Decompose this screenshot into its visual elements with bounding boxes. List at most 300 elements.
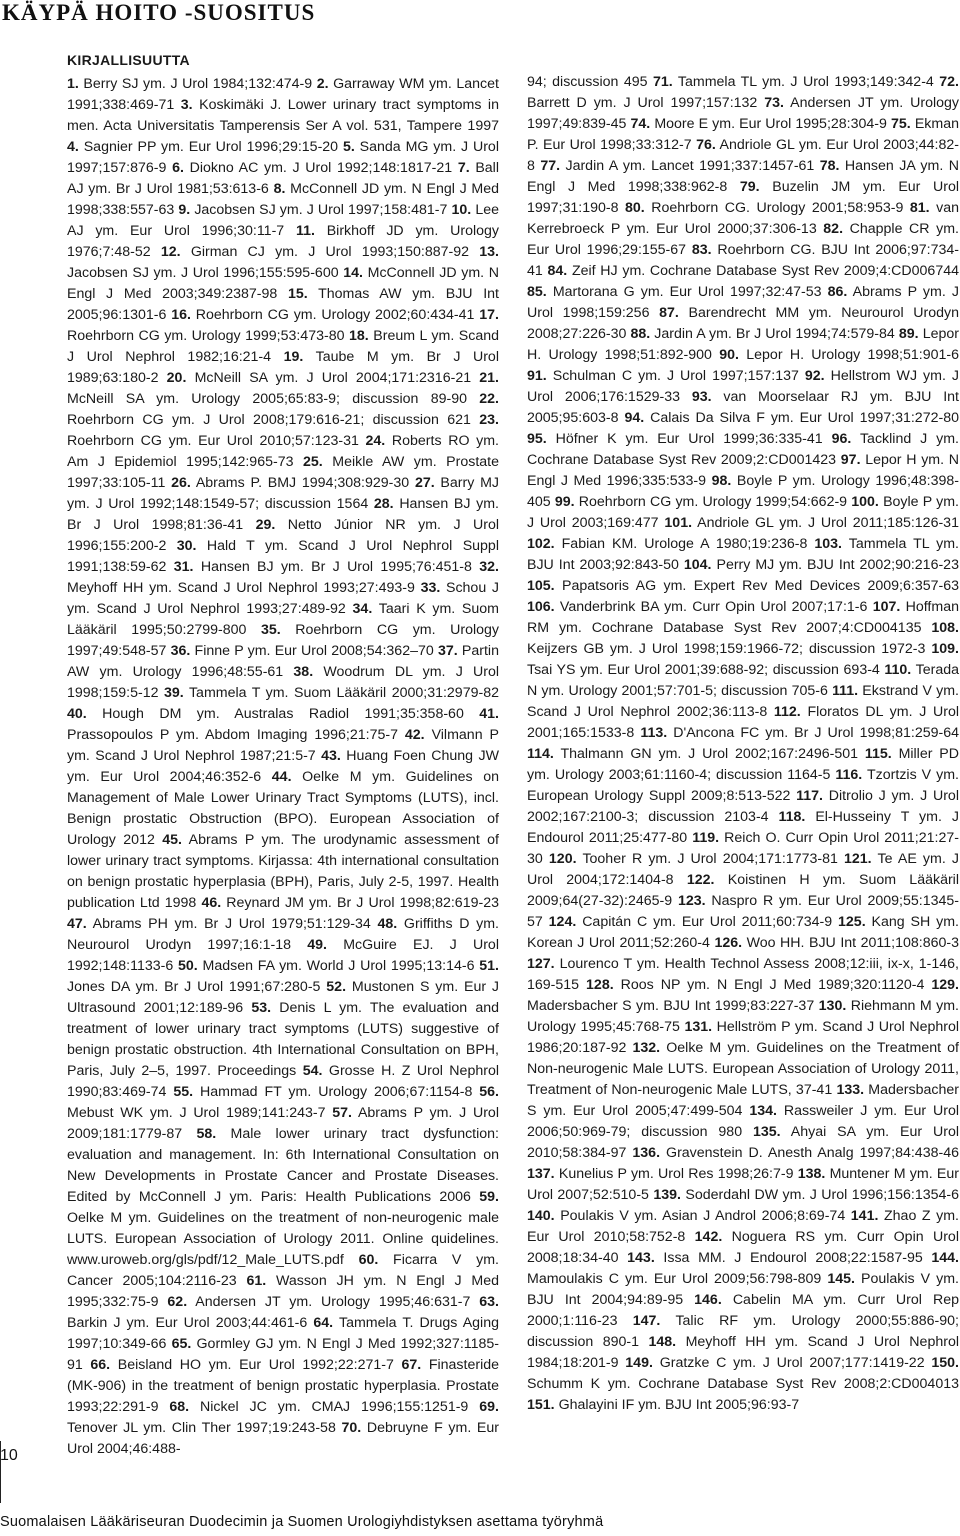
reference-number: 147. [632, 1313, 661, 1329]
reference-text: Terada N ym. Urology 2001;57:701-5; discussion 705-6 [527, 662, 959, 699]
reference-text: Ghalayini IF ym. BJU Int 2005;96:93-7 [558, 1397, 800, 1413]
reference-number: 88. [630, 326, 651, 342]
reference-text: Vilmann P ym. Scand J Urol Nephrol 1987;21:5-7 [67, 727, 499, 764]
reference-number: 149. [625, 1355, 653, 1371]
reference-number: 140. [527, 1208, 555, 1224]
reference-number: 109. [931, 641, 959, 657]
reference-number: 143. [627, 1250, 655, 1266]
reference-text: Sanda MG ym. J Urol 1997;157:876-9 [67, 139, 499, 176]
reference-text: Roehrborn CG ym. Eur Urol 2010;57:123-31 [67, 433, 359, 449]
reference-number: 43. [321, 748, 341, 764]
reference-text: Reich O. Curr Opin Urol 2011;21:27-30 [527, 830, 959, 867]
section-title: KIRJALLISUUTTA [67, 52, 190, 68]
reference-number: 86. [827, 284, 848, 300]
reference-text: Andriole GL ym. Eur Urol 2003;44:82-8 [527, 137, 959, 174]
reference-text: Roehrborn CG. Urology 2001;58:953-9 [651, 200, 904, 216]
reference-number: 98. [711, 473, 732, 489]
reference-number: 73. [764, 95, 784, 111]
reference-text: Hansen JA ym. N Engl J Med 1998;338:962-8 [527, 158, 959, 195]
reference-number: 17. [479, 307, 499, 323]
reference-text: Abrams P ym. J Urol 1998;159:256 [527, 284, 959, 321]
reference-number: 103. [814, 536, 843, 552]
reference-number: 26. [171, 475, 191, 491]
reference-number: 12. [160, 244, 181, 260]
reference-text: Kunelius P ym. Urol Res 1998;26:7-9 [558, 1166, 794, 1182]
reference-text: Male lower urinary tract dysfunction: evaluation and management. In: 6th International Consultation on New Developments in Prostate Cancer and Prostate Diseases. Edited by McConnell J ym. Paris: Health Publications 2006 [67, 1126, 499, 1205]
reference-text: Miller PD ym. Urology 2003;61:1160-4; discussion 1164-5 [527, 746, 959, 783]
reference-number: 20. [166, 370, 187, 386]
reference-number: 101. [664, 515, 693, 531]
reference-text: Capitán C ym. Eur Urol 2011;60:734-9 [582, 914, 833, 930]
references-text-right [527, 72, 959, 1416]
reference-text: van Moorselaar RJ ym. BJU Int 2005;95:603-8 [527, 389, 959, 426]
reference-text: Jardin A ym. Lancet 1991;337:1457-61 [565, 158, 815, 174]
reference-number: 97. [840, 452, 861, 468]
reference-number: 30. [176, 538, 197, 554]
reference-number: 100. [851, 494, 879, 510]
reference-number: 32. [479, 559, 499, 575]
reference-text: McConnell JD ym. N Engl J Med 1998;338:557-63 [67, 181, 500, 218]
reference-text: Madsen FA ym. World J Urol 1995;13:14-6 [202, 958, 475, 974]
reference-number: 65. [171, 1336, 192, 1352]
reference-number: 4. [67, 139, 79, 155]
reference-text: Moore E ym. Eur Urol 1995;28:304-9 [654, 116, 887, 132]
reference-number: 125. [838, 914, 866, 930]
reference-text: Perry MJ ym. BJU Int 2002;90:216-23 [716, 557, 959, 573]
reference-text: Hough DM ym. Australas Radiol 1991;35:358-60 [102, 706, 464, 722]
reference-text: Finne P ym. Eur Urol 2008;54:362–70 [194, 643, 434, 659]
reference-number: 84. [547, 263, 568, 279]
reference-text: Mamoulakis C ym. Eur Urol 2009;56:798-809 [527, 1271, 822, 1287]
reference-text: Barkin J ym. Eur Urol 2003;44:461-6 [67, 1315, 308, 1331]
reference-text: Hellstrom WJ ym. J Urol 2006;176:1529-33 [527, 368, 959, 405]
reference-text: Beisland HO ym. Eur Urol 1992;22:271-7 [117, 1357, 394, 1373]
reference-number: 71. [652, 74, 673, 90]
reference-text: Höfner K ym. Eur Urol 1999;36:335-41 [555, 431, 823, 447]
reference-text: Oelke M ym. Guidelines on Management of Male Lower Urinary Tract Symptoms (LUTS), incl. Benign prostatic Obstruction (BPO). European Association of Urology 2012 [67, 769, 499, 848]
reference-number: 72. [939, 74, 959, 90]
reference-number: 31. [173, 559, 194, 575]
reference-text: Gravenstein D. Anesth Analg 1997;84:438-46 [666, 1145, 959, 1161]
reference-number: 69. [479, 1399, 499, 1415]
reference-text: Schumm K ym. Cochrane Database Syst Rev 2008;2:CD004013 [527, 1376, 959, 1392]
reference-text: Tammela T. Drugs Aging 1997;10:349-66 [67, 1315, 499, 1352]
reference-number: 63. [479, 1294, 499, 1310]
reference-number: 59. [479, 1189, 499, 1205]
reference-number: 85. [527, 284, 547, 300]
reference-text: Garraway WM ym. Lancet 1991;338:469-71 [67, 76, 499, 113]
reference-number: 95. [527, 431, 547, 447]
reference-text: Hammad FT ym. Urology 2006;67:1154-8 [199, 1084, 473, 1100]
reference-number: 139. [653, 1187, 681, 1203]
reference-text: Issa MM. J Endourol 2008;22:1587-95 [663, 1250, 923, 1266]
reference-number: 146. [694, 1292, 722, 1308]
reference-number: 83. [691, 242, 712, 258]
reference-number: 122. [686, 872, 715, 888]
reference-text: Lepor H ym. N Engl J Med 1996;335:533-9 [527, 452, 959, 489]
reference-number: 21. [479, 370, 499, 386]
reference-number: 117. [796, 788, 823, 804]
reference-text: Roehrborn CG. BJU Int 2006;97:734-41 [527, 242, 959, 279]
reference-text: Lepor H. Urology 1998;51:901-6 [746, 347, 959, 363]
reference-number: 135. [753, 1124, 781, 1140]
reference-text: Ficarra V ym. Cancer 2005;104:2116-23 [67, 1252, 499, 1289]
reference-number: 141. [850, 1208, 879, 1224]
reference-number: 79. [739, 179, 760, 195]
reference-number: 123. [677, 893, 706, 909]
reference-text: Finasteride (MK-906) in the treatment of benign prostatic hyperplasia. Prostate 1993;22:291-9 [67, 1357, 500, 1415]
reference-text: Boyle P ym. J Urol 2003;169:477 [527, 494, 959, 531]
reference-text: van Kerrebroeck P ym. Eur Urol 2000;37:306-13 [527, 200, 959, 237]
reference-number: 19. [283, 349, 304, 365]
page-header-title: KÄYPÄ HOITO -SUOSITUS [2, 0, 316, 25]
reference-number: 87. [659, 305, 679, 321]
reference-number: 55. [173, 1084, 194, 1100]
reference-text: Breum L ym. Scand J Urol Nephrol 1982;16:21-4 [67, 328, 499, 365]
reference-text: Hoffman RM ym. Cochrane Database Syst Rev 2007;4:CD004135 [527, 599, 959, 636]
reference-number: 76. [696, 137, 716, 153]
reference-text: Riehmann M ym. Urology 1995;45:768-75 [527, 998, 959, 1035]
reference-number: 24. [365, 433, 386, 449]
reference-number: 113. [640, 725, 668, 741]
reference-number: 45. [162, 832, 182, 848]
reference-text: Floratos DL ym. J Urol 2001;165:1533-8 [527, 704, 959, 741]
reference-text: Wasson JH ym. N Engl J Med 1995;332:75-9 [67, 1273, 499, 1310]
reference-number: 134. [749, 1103, 777, 1119]
reference-number: 119. [692, 830, 720, 846]
reference-text: Oelke M ym. Guidelines on the treatment of non-neurogenic male LUTS. European Association of Urology 2011. Online quidelines. www.uroweb.org/gls/pdf/12_Male_LUTS.pdf [67, 1210, 499, 1268]
reference-text: Soderdahl DW ym. J Urol 1996;156:1354-6 [685, 1187, 960, 1203]
reference-number: 110. [884, 662, 912, 678]
reference-text: Hald T ym. Scand J Urol Nephrol Suppl 1991;138:59-62 [67, 538, 499, 575]
reference-text: Koistinen H ym. Suom Lääkäril 2009;64(27-32):2465-9 [527, 872, 959, 909]
reference-number: 105. [527, 578, 555, 594]
reference-number: 9. [178, 202, 191, 218]
reference-text: Koskimäki J. Lower urinary tract symptoms in men. Acta Universitatis Tamperensis Ser A vol. 531, Tampere 1997 [67, 97, 499, 134]
reference-text: Debruyne F ym. Eur Urol 2004;46:488- [67, 1420, 499, 1457]
reference-number: 50. [178, 958, 198, 974]
reference-number: 11. [295, 223, 315, 239]
reference-number: 77. [540, 158, 561, 174]
reference-number: 27. [414, 475, 435, 491]
reference-number: 2. [316, 76, 329, 92]
reference-text: Jones DA ym. Br J Urol 1991;67:280-5 [67, 979, 321, 995]
reference-text: Schulman C ym. J Urol 1997;157:137 [552, 368, 799, 384]
references-text-left [67, 74, 499, 1460]
reference-text: McConnell JD ym. N Engl J Med 2003;349:2387-98 [67, 265, 499, 302]
reference-text: Meikle AW ym. Prostate 1997;33:105-11 [67, 454, 499, 491]
reference-text: Tenover JL ym. Clin Ther 1997;19:243-58 [67, 1420, 336, 1436]
reference-number: 133. [836, 1082, 865, 1098]
reference-text: Taari K ym. Suom Lääkäril 1995;50:2799-800 [67, 601, 499, 638]
reference-text: Abrams P. BMJ 1994;308:929-30 [195, 475, 410, 491]
reference-number: 90. [719, 347, 739, 363]
reference-number: 46. [201, 895, 222, 911]
reference-text: Tammela TL ym. J Urol 1993;149:342-4 [677, 74, 934, 90]
reference-number: 67. [401, 1357, 422, 1373]
reference-text: Te AE ym. J Urol 2004;172:1404-8 [527, 851, 960, 888]
reference-text: Tzortzis V ym. European Urology Suppl 2009;8:513-522 [527, 767, 959, 804]
reference-text: Meyhoff HH ym. Scand J Urol Nephrol 1984;18:201-9 [527, 1334, 959, 1371]
reference-text: Nickel JC ym. CMAJ 1996;155:1251-9 [200, 1399, 469, 1415]
reference-text: Abrams P ym. J Urol 2009;181:1779-87 [67, 1105, 499, 1142]
reference-text: Schou J ym. Scand J Urol Nephrol 1993;27:489-92 [67, 580, 499, 617]
reference-number: 118. [778, 809, 806, 825]
reference-text: McGuire EJ. J Urol 1992;148:1133-6 [67, 937, 499, 974]
reference-number: 114. [527, 746, 554, 762]
reference-text: Berry SJ ym. J Urol 1984;132:474-9 [83, 76, 313, 92]
reference-text: Zeif HJ ym. Cochrane Database Syst Rev 2009;4:CD006744 [571, 263, 959, 279]
reference-number: 93. [691, 389, 712, 405]
reference-number: 66. [90, 1357, 111, 1373]
reference-number: 138. [797, 1166, 826, 1182]
reference-text: Barrett D ym. J Urol 1997;157:132 [527, 95, 758, 111]
reference-text: Roehrborn CG ym. Urology 1999;53:473-80 [67, 328, 345, 344]
reference-number: 142. [694, 1229, 723, 1245]
reference-text: Woo HH. BJU Int 2011;108:860-3 [746, 935, 959, 951]
reference-number: 5. [342, 139, 355, 155]
reference-number: 60. [358, 1252, 379, 1268]
reference-text: Rassweiler J ym. Eur Urol 2006;50:969-79; discussion 980 [527, 1103, 960, 1140]
reference-number: 7. [457, 160, 470, 176]
reference-number: 108. [931, 620, 959, 636]
reference-text: Griffiths D ym. Neurourol Urodyn 1997;16:1-18 [67, 916, 499, 953]
reference-number: 51. [479, 958, 499, 974]
reference-number: 121. [844, 851, 872, 867]
reference-text: Tammela TL ym. BJU Int 2003;92:843-50 [527, 536, 959, 573]
reference-number: 33. [420, 580, 441, 596]
reference-text: Noguera RS ym. Curr Opin Urol 2008;18:34-40 [527, 1229, 959, 1266]
reference-text: Poulakis V ym. BJU Int 2004;94:89-95 [527, 1271, 959, 1308]
reference-text: Jacobsen SJ ym. J Urol 1996;155:595-600 [67, 265, 339, 281]
reference-text: Woodrum DL ym. J Urol 1998;159:5-12 [67, 664, 500, 701]
reference-text: Meyhoff HH ym. Scand J Urol Nephrol 1993;27:493-9 [67, 580, 415, 596]
reference-text: Zhao Z ym. Eur Urol 2010;58:752-8 [527, 1208, 959, 1245]
reference-text: Abrams PH ym. Br J Urol 1979;51:129-34 [92, 916, 371, 932]
reference-text: Barry MJ ym. J Urol 1992;148:1549-57; discussion 1564 [67, 475, 499, 512]
reference-number: 124. [548, 914, 577, 930]
reference-text: Tacklind J ym. Cochrane Database Syst Rev 2009;2:CD001423 [527, 431, 960, 468]
reference-number: 8. [273, 181, 286, 197]
reference-text: Vanderbrink BA ym. Curr Opin Urol 2007;17:1-6 [559, 599, 868, 615]
reference-number: 126. [714, 935, 743, 951]
reference-text: Thomas AW ym. BJU Int 2005;96:1301-6 [67, 286, 499, 323]
reference-text: Chapple CR ym. Eur Urol 1996;29:155-67 [527, 221, 959, 258]
reference-text: Lourenco T ym. Health Technol Assess 2008;12:iii, ix-x, 1-146, 169-515 [527, 956, 959, 993]
reference-text: Diokno AC ym. J Urol 1992;148:1817-21 [189, 160, 453, 176]
reference-text: Ditrolio J ym. J Urol 2002;167:2100-3; discussion 2103-4 [527, 788, 959, 825]
reference-text: Mustonen S ym. Eur J Ultrasound 2001;12:189-96 [67, 979, 499, 1016]
reference-text: Ekman P. Eur Urol 1998;33:312-7 [527, 116, 959, 153]
reference-text: Andersen JT ym. Urology 1995;46:631-7 [195, 1294, 471, 1310]
reference-text: Huang Foen Chung JW ym. Eur Urol 2004;46:352-6 [67, 748, 499, 785]
reference-number: 52. [326, 979, 347, 995]
reference-number: 48. [377, 916, 398, 932]
reference-text: Tammela T ym. Suom Lääkäril 2000;31:2979-82 [188, 685, 499, 701]
reference-number: 58. [196, 1126, 217, 1142]
reference-number: 96. [831, 431, 852, 447]
reference-number: 61. [246, 1273, 267, 1289]
reference-text: Muntener M ym. Eur Urol 2007;52:510-5 [527, 1166, 959, 1203]
reference-number: 107. [872, 599, 901, 615]
reference-number: 62. [167, 1294, 188, 1310]
reference-number: 68. [169, 1399, 190, 1415]
reference-text: Roos NP ym. N Engl J Med 1989;320:1120-4 [620, 977, 925, 993]
reference-number: 70. [341, 1420, 362, 1436]
reference-text: McNeill SA ym. Urology 2005;65:83-9; discussion 89-90 [67, 391, 467, 407]
reference-number: 47. [67, 916, 87, 932]
reference-text: McNeill SA ym. J Urol 2004;171:2316-21 [194, 370, 472, 386]
reference-text: Sagnier PP ym. Eur Urol 1996;29:15-20 [83, 139, 339, 155]
reference-number: 99. [554, 494, 575, 510]
reference-text: Lepor H. Urology 1998;51:892-900 [527, 326, 959, 363]
reference-text: Roehrborn CG ym. Urology 2002;60:434-41 [195, 307, 475, 323]
reference-text: Ahyai SA ym. Eur Urol 2010;58:384-97 [527, 1124, 960, 1161]
reference-text: Barendrecht MM ym. Neurourol Urodyn 2008;27:226-30 [527, 305, 959, 342]
reference-number: 38. [293, 664, 314, 680]
reference-number: 89. [898, 326, 919, 342]
reference-text: Jardin A ym. Br J Urol 1994;74:579-84 [654, 326, 895, 342]
reference-number: 53. [251, 1000, 272, 1016]
reference-number: 81. [909, 200, 930, 216]
reference-text: Andersen JT ym. Urology 1997;49:839-45 [527, 95, 959, 132]
reference-number: 15. [287, 286, 308, 302]
reference-text: Papatsoris AG ym. Expert Rev Med Devices 2009;6:357-63 [562, 578, 959, 594]
reference-number: 64. [313, 1315, 334, 1331]
reference-number: 148. [648, 1334, 677, 1350]
reference-number: 130. [818, 998, 847, 1014]
reference-number: 35. [260, 622, 281, 638]
reference-text: Roehrborn CG ym. Urology 1999;54:662-9 [578, 494, 848, 510]
reference-text: Thalmann GN ym. J Urol 2002;167:2496-501 [560, 746, 859, 762]
reference-number: 92. [804, 368, 825, 384]
reference-text: Martorana G ym. Eur Urol 1997;32:47-53 [552, 284, 822, 300]
reference-number: 128. [586, 977, 614, 993]
reference-number: 28. [373, 496, 394, 512]
reference-number: 115. [864, 746, 892, 762]
reference-text: Girman CJ ym. J Urol 1993;150:887-92 [190, 244, 470, 260]
reference-text: Ball AJ ym. Br J Urol 1981;53:613-6 [67, 160, 499, 197]
reference-number: 112. [773, 704, 801, 720]
reference-number: 44. [271, 769, 292, 785]
reference-text: Hellström P ym. Scand J Urol Nephrol 1986;20:187-92 [527, 1019, 960, 1056]
reference-text: Prassopoulos P ym. Abdom Imaging 1996;21:75-7 [67, 727, 398, 743]
reference-number: 1. [67, 76, 79, 92]
reference-number: 120. [548, 851, 577, 867]
reference-number: 150. [931, 1355, 959, 1371]
reference-number: 145. [827, 1271, 855, 1287]
reference-text: Madersbacher S ym. BJU Int 1999;83:227-37 [527, 998, 815, 1014]
reference-text: Taube M ym. Br J Urol 1989;63:180-2 [67, 349, 499, 386]
page-number: 10 [0, 1447, 18, 1464]
reference-number: 16. [171, 307, 191, 323]
reference-number: 10. [451, 202, 472, 218]
reference-text: D'Ancona FC ym. Br J Urol 1998;81:259-64 [673, 725, 959, 741]
reference-text: Ekstrand V ym. Scand J Urol Nephrol 2002;36:113-8 [527, 683, 959, 720]
reference-text: Abrams P ym. The urodynamic assessment of lower urinary tract symptoms. Kirjassa: 4th international consultation on benign prostatic hyperplasia (BPH), Paris, July 2-5, 1997. Health publication Ltd 1998 [67, 832, 499, 911]
reference-text: Reynard JM ym. Br J Urol 1998;82:619-23 [226, 895, 499, 911]
reference-text: Gormley GJ ym. N Engl J Med 1992;327:1185-91 [67, 1336, 499, 1373]
reference-text: Roberts RO ym. Am J Epidemiol 1995;142:965-73 [67, 433, 499, 470]
reference-number: 37. [437, 643, 458, 659]
reference-number: 36. [170, 643, 191, 659]
reference-text: Oelke M ym. Guidelines on the Treatment of Non-neurogenic Male LUTS. European Association of Urology 2011, Treatment of Non-neurogenic Male LUTS, 37-41 [527, 1040, 959, 1098]
reference-text: Roehrborn CG ym. J Urol 2008;179:616-21; discussion 621 [67, 412, 471, 428]
reference-number: 91. [527, 368, 547, 384]
reference-number: 78. [819, 158, 840, 174]
reference-text: Madersbacher S ym. Eur Urol 2005;47:499-504 [527, 1082, 959, 1119]
reference-number: 104. [683, 557, 712, 573]
reference-number: 42. [404, 727, 425, 743]
reference-text: Andriole GL ym. J Urol 2011;185:126-31 [697, 515, 959, 531]
reference-number: 25. [303, 454, 323, 470]
reference-number: 29. [255, 517, 276, 533]
reference-text: Tooher R ym. J Urol 2004;171:1773-81 [582, 851, 838, 867]
reference-text: Buzelin JM ym. Eur Urol 1997;31:190-8 [527, 179, 960, 216]
reference-number: 56. [479, 1084, 499, 1100]
reference-text: Keijzers GB ym. J Urol 1998;159:1966-72; discussion 1972-3 [527, 641, 926, 657]
reference-number: 3. [180, 97, 193, 113]
reference-text: Tsai YS ym. Eur Urol 2001;39:688-92; discussion 693-4 [527, 662, 880, 678]
reference-text: Denis L ym. The evaluation and treatment of lower urinary tract symptoms (LUTS) suggestive of benign prostatic obstruction. 4th International Consultation on BPH, Paris, July 2–5, 1997. Proceedings [67, 1000, 499, 1079]
reference-text: Roehrborn CG ym. Urology 1997;49:548-57 [67, 622, 499, 659]
reference-number: 49. [307, 937, 327, 953]
reference-text: Calais Da Silva F ym. Eur Urol 1997;31:272-80 [650, 410, 959, 426]
reference-text: Netto Júnior NR ym. J Urol 1996;155:200-2 [67, 517, 499, 554]
reference-text: Fabian KM. Urologe A 1980;19:236-8 [561, 536, 808, 552]
reference-number: 14. [343, 265, 363, 281]
reference-text: Lee AJ ym. Eur Urol 1996;30:11-7 [67, 202, 499, 239]
reference-number: 111. [832, 683, 859, 699]
reference-text: Boyle P ym. Urology 1996;48:398-405 [527, 473, 959, 510]
reference-number: 82. [823, 221, 844, 237]
reference-number: 57. [332, 1105, 352, 1121]
reference-text: Mebust WK ym. J Urol 1989;141:243-7 [67, 1105, 326, 1121]
reference-text: Cabelin MA ym. Curr Urol Rep 2000;1:116-23 [527, 1292, 959, 1329]
reference-text: Naspro R ym. Eur Urol 2009;55:1345-57 [527, 893, 959, 930]
reference-number: 127. [527, 956, 555, 972]
reference-number: 22. [479, 391, 499, 407]
reference-text: El-Husseiny T ym. J Endourol 2011;25:477-80 [527, 809, 959, 846]
reference-text: Hansen BJ ym. Br J Urol 1995;76:451-8 [200, 559, 472, 575]
footer-text: Suomalaisen Lääkäriseuran Duodecimin ja Suomen Urologiyhdistyksen asettama työryhmä [0, 1514, 604, 1530]
reference-number: 40. [67, 706, 87, 722]
reference-text: 94; discussion 495 [527, 74, 648, 90]
reference-text: Grosse H. Z Urol Nephrol 1990;83:469-74 [67, 1063, 499, 1100]
reference-text: Jacobsen SJ ym. J Urol 1997;158:481-7 [194, 202, 448, 218]
reference-text: Partin AW ym. Urology 1996;48:55-61 [67, 643, 499, 680]
reference-number: 102. [527, 536, 555, 552]
reference-text: Birkhoff JD ym. Urology 1976;7:48-52 [67, 223, 499, 260]
reference-number: 129. [931, 977, 959, 993]
reference-number: 151. [527, 1397, 555, 1413]
reference-number: 23. [479, 412, 499, 428]
reference-number: 54. [302, 1063, 323, 1079]
reference-number: 80. [625, 200, 645, 216]
reference-number: 6. [172, 160, 184, 176]
reference-number: 106. [527, 599, 555, 615]
reference-text: Gratzke C ym. J Urol 2007;177:1419-22 [659, 1355, 925, 1371]
reference-number: 41. [479, 706, 499, 722]
reference-number: 74. [630, 116, 651, 132]
reference-number: 116. [835, 767, 863, 783]
reference-number: 39. [164, 685, 184, 701]
reference-number: 94. [624, 410, 645, 426]
references-column-right [527, 72, 959, 1416]
reference-number: 144. [931, 1250, 959, 1266]
reference-number: 13. [479, 244, 499, 260]
reference-text: Talic RF ym. Urology 2000;55:886-90; discussion 890-1 [527, 1313, 959, 1350]
